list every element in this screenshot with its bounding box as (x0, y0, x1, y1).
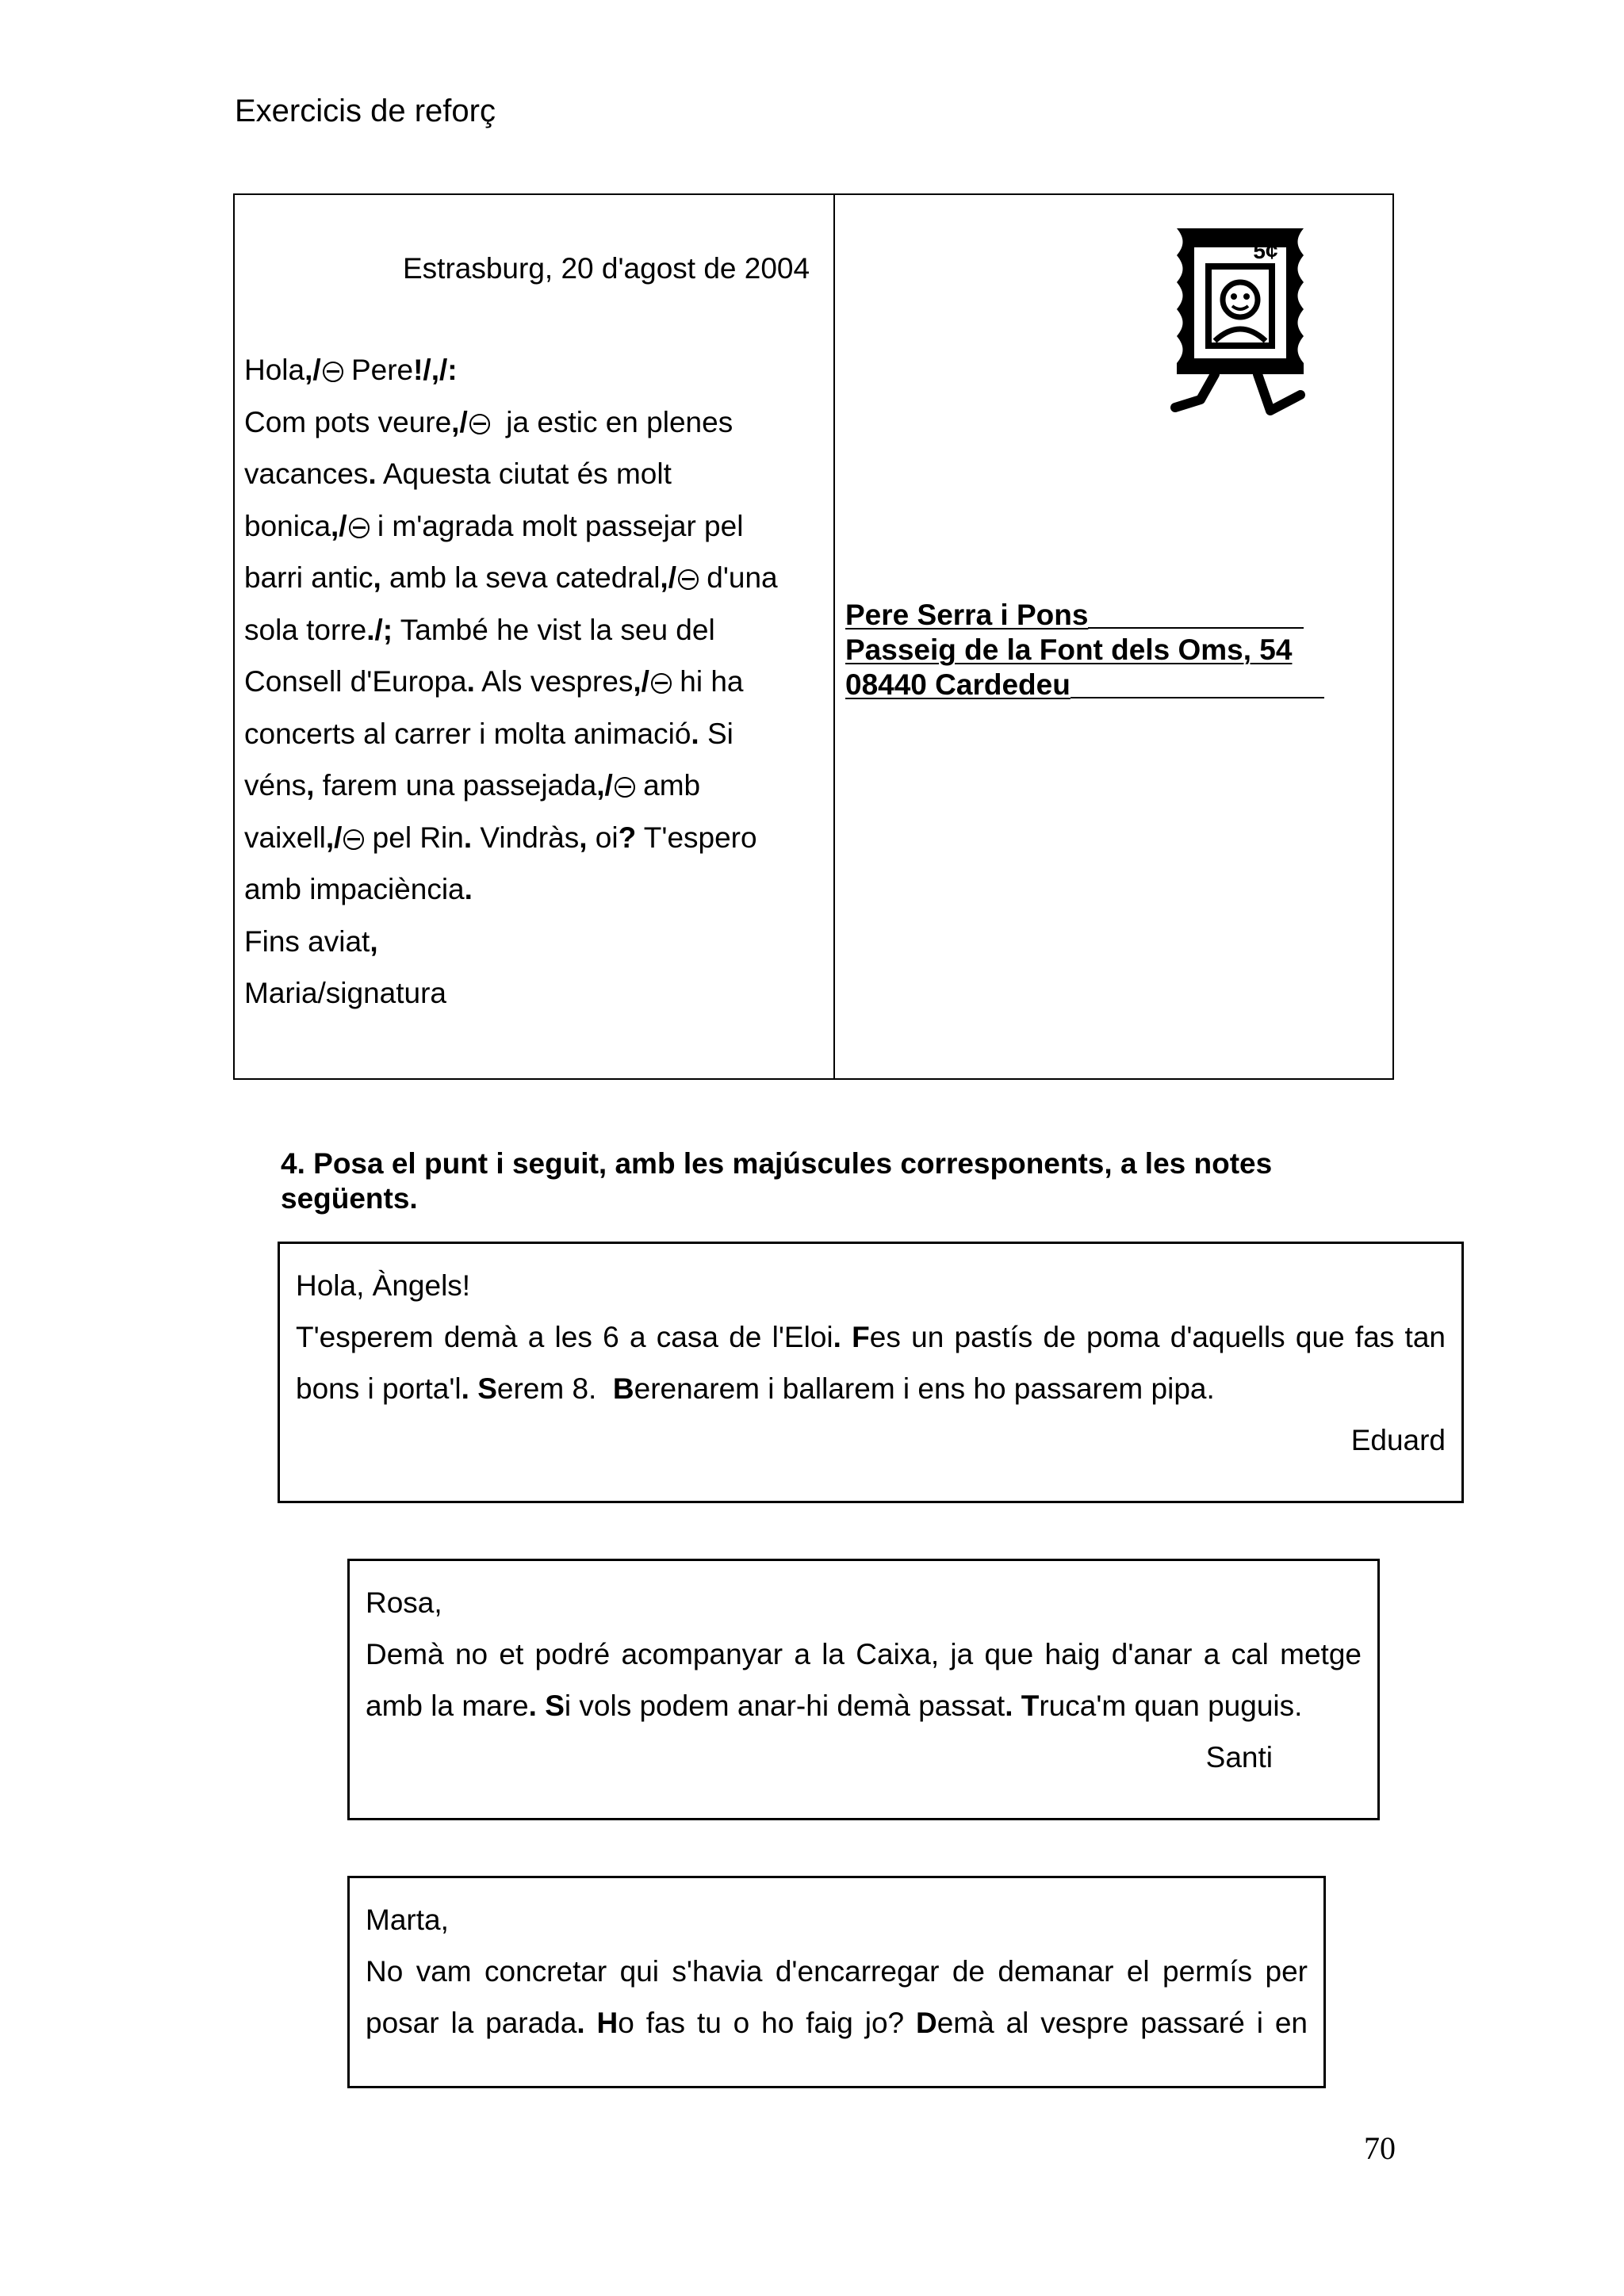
letter-line: vacances. Aquesta ciutat és molt (244, 457, 672, 490)
note-box (278, 1242, 1464, 1503)
note-content (366, 1577, 1362, 1732)
page-header: Exercicis de reforç (235, 94, 496, 128)
postcard-address (845, 598, 1324, 702)
note-content (366, 1894, 1308, 2049)
exercise-instruction: 4. Posa el punt i seguit, amb les majúscules corresponents, a les notes següents. (281, 1147, 1273, 1215)
note-signature: Eduard (1350, 1424, 1446, 1456)
postcard (233, 193, 1394, 1080)
address-city: 08440 Cardedeu (845, 668, 1324, 702)
minus-circle-icon (615, 777, 635, 798)
letter-line: Com pots veure,/ ja estic en plenes (244, 405, 733, 438)
smiley-stamp-icon (1161, 224, 1320, 422)
minus-circle-icon (343, 829, 364, 850)
note-line: Demà no et podré acompanyar a la Caixa, ja que haig d'anar a cal metge (366, 1638, 1362, 1670)
letter-body (244, 344, 823, 1020)
note-signature: Santi (1205, 1741, 1273, 1774)
note-line: T'esperem demà a les 6 a casa de l'Eloi. Fes un pastís de poma d'aquells que fas tan (296, 1321, 1446, 1353)
stamp-value: 5¢ (1253, 239, 1278, 263)
note-line: posar la parada. Ho fas tu o ho faig jo? Demà al vespre passaré i en (366, 2007, 1308, 2039)
note-greeting: Marta, (366, 1904, 449, 1936)
note-box (347, 1559, 1380, 1820)
letter-line: Consell d'Europa. Als vespres,/ hi ha (244, 665, 744, 698)
postcard-divider (833, 195, 835, 1078)
note-content (296, 1260, 1446, 1414)
page-number: 70 (1364, 2130, 1396, 2166)
minus-circle-icon (651, 673, 672, 694)
minus-circle-icon (323, 362, 343, 382)
letter-line: Maria/signatura (244, 977, 447, 1009)
note-line: amb la mare. Si vols podem anar-hi demà passat. Truca'm quan puguis. (366, 1689, 1303, 1722)
letter-line: vaixell,/ pel Rin. Vindràs, oi? T'espero (244, 821, 757, 854)
minus-circle-icon (678, 569, 699, 590)
letter-line: amb impaciència. (244, 873, 473, 905)
letter-line: concerts al carrer i molta animació. Si (244, 717, 733, 750)
address-street: Passeig de la Font dels Oms, 54 (845, 633, 1293, 666)
minus-circle-icon (349, 518, 370, 538)
letter-line: bonica,/ i m'agrada molt passejar pel (244, 509, 744, 542)
note-line: No vam concretar qui s'havia d'encarregar de demanar el permís per (366, 1955, 1308, 1988)
note-line: bons i porta'l. Serem 8. Berenarem i ballarem i ens ho passarem pipa. (296, 1372, 1215, 1405)
address-underline (1088, 627, 1304, 629)
note-box (347, 1876, 1326, 2088)
address-name: Pere Serra i Pons (845, 598, 1324, 633)
minus-circle-icon (469, 414, 490, 434)
letter-date: Estrasburg, 20 d'agost de 2004 (403, 252, 810, 285)
letter-line: véns, farem una passejada,/ amb (244, 769, 701, 802)
letter-line: barri antic, amb la seva catedral,/ d'una (244, 561, 778, 594)
letter-line: sola torre./; També he vist la seu del (244, 613, 715, 646)
letter-line: Fins aviat, (244, 924, 378, 958)
note-greeting: Hola, Àngels! (296, 1269, 471, 1302)
address-underline (1071, 697, 1324, 698)
note-greeting: Rosa, (366, 1586, 442, 1619)
letter-line: Hola,/ Pere!/,/: (244, 354, 458, 386)
